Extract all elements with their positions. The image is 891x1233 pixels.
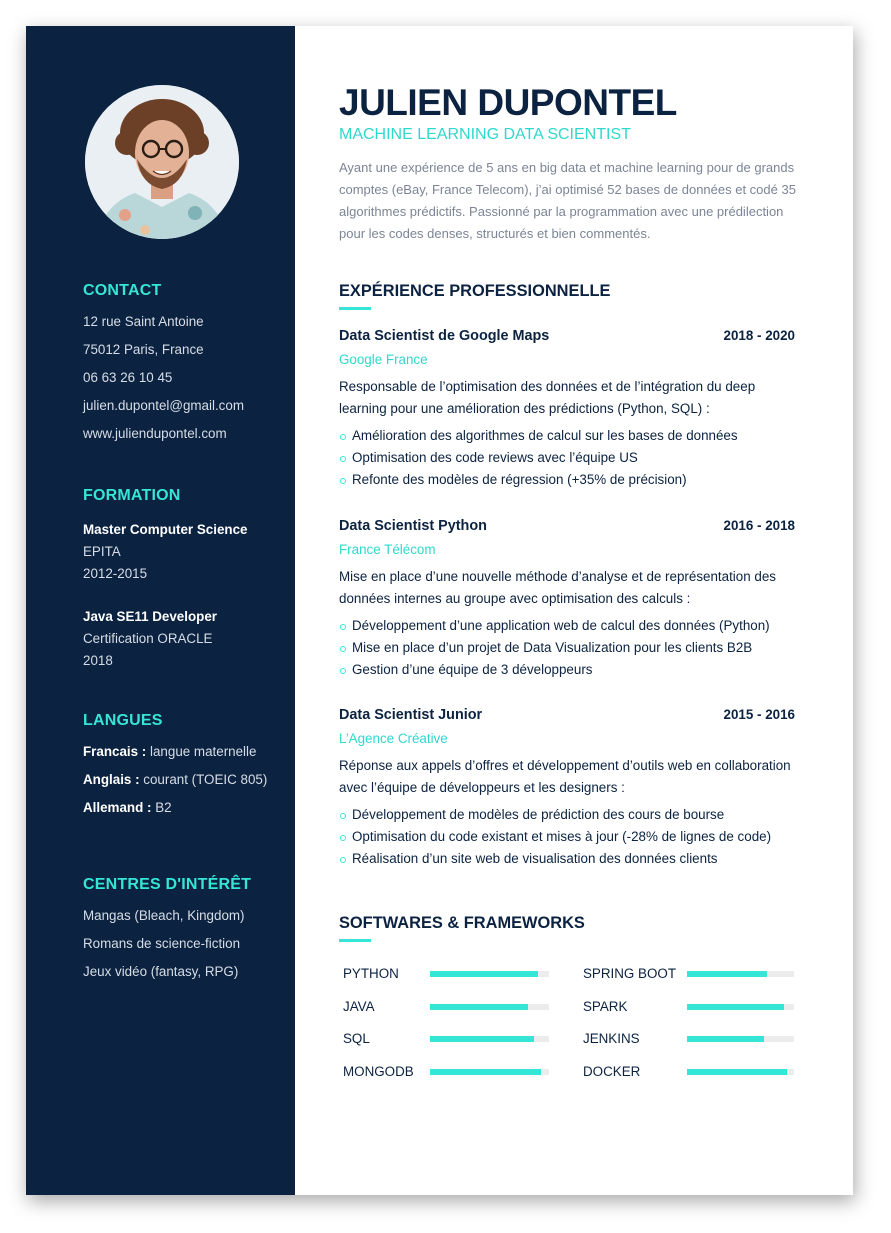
bullet-circle-icon xyxy=(340,813,346,819)
job-bullet-text: Développement d’une application web de calcul des données (Python) xyxy=(352,618,770,633)
job-bullet xyxy=(339,659,795,681)
language-name: Francais : xyxy=(83,744,147,759)
job-bullet-text: Optimisation du code existant et mises à jour (-28% de lignes de code) xyxy=(352,829,772,844)
interest-item: Jeux vidéo (fantasy, RPG) xyxy=(83,964,239,979)
job-bullet xyxy=(339,615,795,637)
job-bullet xyxy=(339,469,795,491)
job-entry xyxy=(339,328,795,491)
bullet-circle-icon xyxy=(340,456,346,462)
skill-bar-fill xyxy=(430,1069,541,1075)
resume-page xyxy=(26,26,853,1195)
contact-email[interactable]: julien.dupontel@gmail.com xyxy=(83,398,244,413)
job-bullet-text: Optimisation des code reviews avec l’équipe US xyxy=(352,450,638,465)
job-title: Data Scientist Python xyxy=(339,518,487,534)
skill-bar-track xyxy=(430,971,549,977)
bullet-circle-icon xyxy=(340,857,346,863)
contact-city: 75012 Paris, France xyxy=(83,342,204,357)
job-description: Réponse aux appels d’offres et développement d’outils web en collaboration avec l’équipe de développeurs et les designers : xyxy=(339,758,791,795)
interest-item: Romans de science-fiction xyxy=(83,936,241,951)
formation-section xyxy=(83,487,283,672)
skill-bar-fill xyxy=(430,1036,534,1042)
skill-bar-track xyxy=(687,1036,794,1042)
skill-bar-fill xyxy=(430,1004,528,1010)
job-bullet xyxy=(339,447,795,469)
job-bullet xyxy=(339,848,795,870)
langues-heading: LANGUES xyxy=(83,712,163,729)
language-level: langue maternelle xyxy=(150,744,257,759)
profile-photo xyxy=(85,85,239,239)
job-entry xyxy=(339,707,795,870)
skill-row xyxy=(583,999,794,1015)
portrait-illustration xyxy=(85,85,239,239)
skills-heading: SOFTWARES & FRAMEWORKS xyxy=(339,914,585,932)
job-bullet-text: Réalisation d’un site web de visualisation des données clients xyxy=(352,851,718,866)
skill-row xyxy=(343,966,549,982)
language-name: Allemand : xyxy=(83,800,152,815)
skill-bar-track xyxy=(430,1069,549,1075)
contact-section xyxy=(83,282,283,454)
profile-summary: Ayant une expérience de 5 ans en big data et machine learning pour de grands comptes (eBay, France Telecom), j’ai optimisé 52 bases de données et codé 35 algorithmes prédictifs. Passionné par la programmation avec une prédilection pour les codes denses, structurés et bien commentés. xyxy=(339,160,796,241)
skill-row xyxy=(343,1064,549,1080)
job-entry xyxy=(339,518,795,681)
formation-heading: FORMATION xyxy=(83,487,181,504)
interets-section xyxy=(83,876,283,992)
skill-bar-fill xyxy=(687,1004,784,1010)
skill-name: SPARK xyxy=(583,999,628,1014)
contact-heading: CONTACT xyxy=(83,282,162,299)
language-item xyxy=(83,772,283,787)
bullet-circle-icon xyxy=(340,624,346,630)
job-bullet xyxy=(339,826,795,848)
job-years: 2018 - 2020 xyxy=(723,328,795,343)
skill-name: PYTHON xyxy=(343,966,399,981)
sidebar xyxy=(26,26,295,1195)
skill-bar-track xyxy=(687,1069,794,1075)
skill-bar-track xyxy=(430,1004,549,1010)
job-description: Mise en place d’une nouvelle méthode d’analyse et de représentation des données internes au groupe avec optimisation des calculs : xyxy=(339,569,776,606)
skill-bar-track xyxy=(687,1004,794,1010)
langues-section xyxy=(83,712,283,828)
bullet-circle-icon xyxy=(340,434,346,440)
candidate-role: MACHINE LEARNING DATA SCIENTIST xyxy=(339,126,631,143)
formation-item xyxy=(83,606,283,672)
contact-website[interactable]: www.juliendupontel.com xyxy=(83,426,227,441)
job-bullet-text: Mise en place d’un projet de Data Visualization pour les clients B2B xyxy=(352,640,753,655)
skill-bar-fill xyxy=(430,971,538,977)
skill-row xyxy=(583,966,794,982)
job-title: Data Scientist de Google Maps xyxy=(339,328,550,344)
job-bullets xyxy=(339,615,795,681)
skill-name: DOCKER xyxy=(583,1064,641,1079)
job-title: Data Scientist Junior xyxy=(339,707,483,723)
skill-name: SQL xyxy=(343,1031,370,1046)
experience-heading-underline xyxy=(339,307,371,310)
skill-bar-track xyxy=(687,971,794,977)
formation-school: EPITA xyxy=(83,544,121,559)
skill-bar-fill xyxy=(687,1069,787,1075)
formation-school: Certification ORACLE xyxy=(83,631,213,646)
language-name: Anglais : xyxy=(83,772,140,787)
bullet-circle-icon xyxy=(340,835,346,841)
skill-row xyxy=(343,999,549,1015)
formation-years: 2018 xyxy=(83,653,113,668)
bullet-circle-icon xyxy=(340,646,346,652)
skill-row xyxy=(583,1031,794,1047)
skill-name: JENKINS xyxy=(583,1031,640,1046)
formation-degree: Java SE11 Developer xyxy=(83,609,217,624)
job-company: Google France xyxy=(339,352,428,367)
contact-phone: 06 63 26 10 45 xyxy=(83,370,173,385)
language-level: courant (TOEIC 805) xyxy=(143,772,268,787)
job-company: France Télécom xyxy=(339,542,436,557)
skill-bar-track xyxy=(430,1036,549,1042)
formation-degree: Master Computer Science xyxy=(83,522,248,537)
job-bullets xyxy=(339,804,795,870)
skill-bar-fill xyxy=(687,971,767,977)
job-bullets xyxy=(339,425,795,491)
formation-item xyxy=(83,519,283,585)
job-bullet-text: Amélioration des algorithmes de calcul sur les bases de données xyxy=(352,428,738,443)
skill-name: JAVA xyxy=(343,999,375,1014)
interets-heading: CENTRES D'INTÉRÊT xyxy=(83,876,252,893)
language-item xyxy=(83,744,283,759)
skill-name: SPRING BOOT xyxy=(583,966,677,981)
bullet-circle-icon xyxy=(340,668,346,674)
job-bullet-text: Développement de modèles de prédiction des cours de bourse xyxy=(352,807,725,822)
job-bullet xyxy=(339,804,795,826)
bullet-circle-icon xyxy=(340,478,346,484)
job-description: Responsable de l’optimisation des données et de l’intégration du deep learning pour une amélioration des prédictions (Python, SQL) : xyxy=(339,379,756,416)
formation-years: 2012-2015 xyxy=(83,566,148,581)
job-years: 2015 - 2016 xyxy=(723,707,795,722)
language-level: B2 xyxy=(155,800,172,815)
skill-row xyxy=(343,1031,549,1047)
job-years: 2016 - 2018 xyxy=(723,518,795,533)
job-company: L’Agence Créative xyxy=(339,731,448,746)
experience-heading: EXPÉRIENCE PROFESSIONNELLE xyxy=(339,282,611,300)
candidate-name: JULIEN DUPONTEL xyxy=(339,82,677,123)
skill-name: MONGODB xyxy=(343,1064,414,1079)
skill-bar-fill xyxy=(687,1036,764,1042)
job-bullet xyxy=(339,425,795,447)
interest-item: Mangas (Bleach, Kingdom) xyxy=(83,908,245,923)
skills-heading-underline xyxy=(339,939,371,942)
contact-address: 12 rue Saint Antoine xyxy=(83,314,204,329)
job-bullet-text: Refonte des modèles de régression (+35% de précision) xyxy=(352,472,687,487)
job-bullet xyxy=(339,637,795,659)
language-item xyxy=(83,800,283,815)
skill-row xyxy=(583,1064,794,1080)
job-bullet-text: Gestion d’une équipe de 3 développeurs xyxy=(352,662,593,677)
